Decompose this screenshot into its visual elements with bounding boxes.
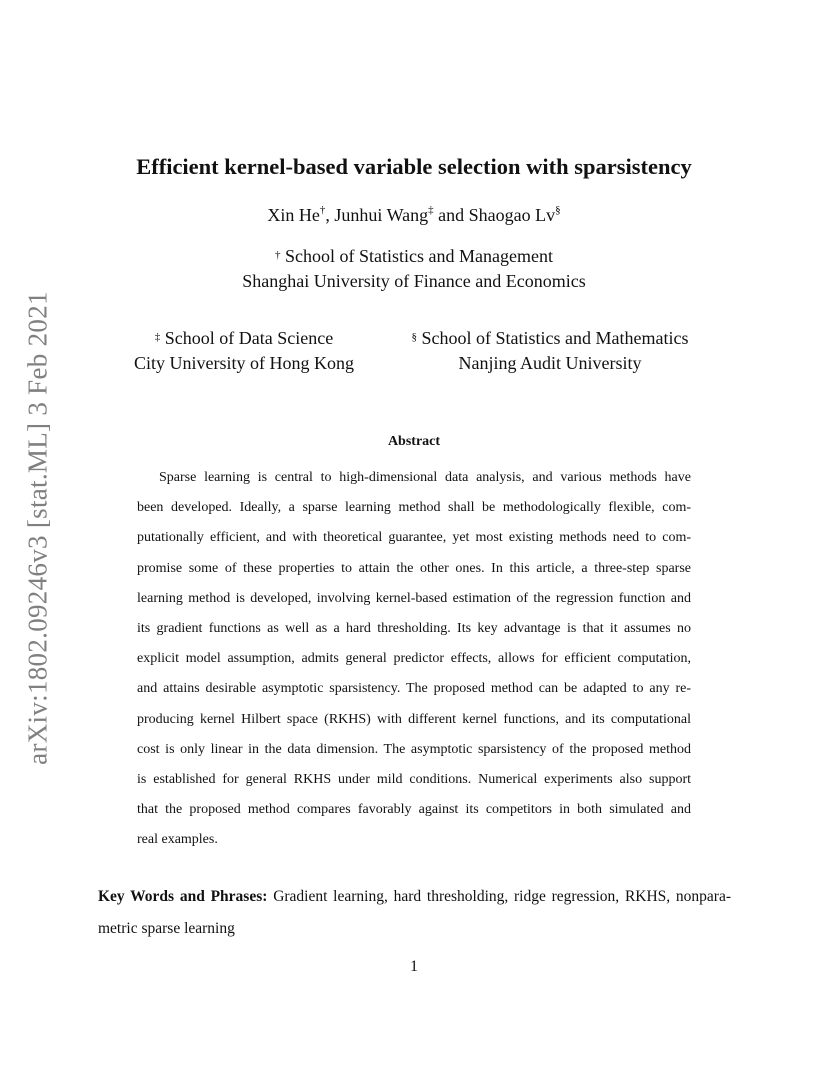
paper-title: Efficient kernel-based variable selection with sparsistency bbox=[136, 154, 692, 179]
author-affiliation-mark: † bbox=[319, 204, 326, 216]
keywords-label: Key Words and Phrases: bbox=[98, 888, 268, 905]
keywords-text: Gradient learning, hard thresholding, ridge regression, RKHS, nonpara- bbox=[273, 888, 731, 905]
abstract-line: its gradient functions as well as a hard thresholding. Its key advantage is that it assumes no bbox=[137, 620, 691, 636]
abstract-text bbox=[137, 465, 691, 857]
abstract-line: is established for general RKHS under mild conditions. Numerical experiments also support bbox=[137, 771, 691, 787]
keywords-line bbox=[98, 884, 731, 916]
page-number: 1 bbox=[410, 958, 418, 975]
keywords-block bbox=[98, 884, 731, 948]
abstract-line: cost is only linear in the data dimension. The asymptotic sparsistency of the proposed method bbox=[137, 741, 691, 757]
affiliation-block bbox=[380, 326, 720, 376]
keywords-line: metric sparse learning bbox=[98, 920, 235, 937]
abstract-line: putationally efficient, and with theoretical guarantee, yet most existing methods need to com- bbox=[137, 530, 691, 546]
abstract-heading: Abstract bbox=[387, 434, 441, 449]
author-name: Junhui Wang bbox=[334, 205, 429, 225]
affiliation-department-text: School of Statistics and Mathematics bbox=[421, 328, 689, 348]
abstract-line: producing kernel Hilbert space (RKHS) with different kernel functions, and its computational bbox=[137, 711, 691, 727]
author-separator: and bbox=[433, 205, 469, 225]
abstract-line: promise some of these properties to attain the other ones. In this article, a three-step sparse bbox=[137, 560, 691, 576]
abstract-line: learning method is developed, involving kernel-based estimation of the regression function and bbox=[137, 590, 691, 606]
author-list bbox=[0, 205, 828, 226]
affiliation-institution: Shanghai University of Finance and Economics bbox=[242, 271, 586, 291]
author-separator: , bbox=[325, 205, 335, 225]
affiliation-block bbox=[0, 244, 828, 294]
abstract-line: been developed. Ideally, a sparse learning method shall be methodologically flexible, com- bbox=[137, 500, 691, 516]
author-name: Shaogao Lv bbox=[468, 205, 556, 225]
affiliation-department-text: School of Statistics and Management bbox=[285, 246, 553, 266]
affiliation-institution: Nanjing Audit University bbox=[458, 353, 642, 373]
abstract-line: that the proposed method compares favorably against its competitors in both simulated and bbox=[137, 802, 691, 818]
affiliation-department-text: School of Data Science bbox=[164, 328, 334, 348]
affiliation-department bbox=[0, 244, 828, 269]
affiliation-mark: † bbox=[275, 249, 281, 261]
author-affiliation-mark: § bbox=[555, 204, 561, 216]
author-name: Xin He bbox=[267, 205, 320, 225]
arxiv-identifier-stamp: arXiv:1802.09246v3 [stat.ML] 3 Feb 2021 bbox=[22, 291, 53, 765]
abstract-line: Sparse learning is central to high-dimensional data analysis, and various methods have bbox=[159, 470, 691, 485]
abstract-line: explicit model assumption, admits general predictor effects, allows for efficient computation, bbox=[137, 651, 691, 667]
affiliation-institution: City University of Hong Kong bbox=[134, 353, 354, 373]
affiliation-department bbox=[380, 326, 720, 351]
author-affiliation-mark: ‡ bbox=[428, 204, 434, 216]
affiliation-department bbox=[104, 326, 384, 351]
abstract-line: and attains desirable asymptotic sparsistency. The proposed method can be adapted to any re- bbox=[137, 681, 691, 697]
affiliation-block bbox=[104, 326, 384, 376]
affiliation-mark: ‡ bbox=[154, 331, 161, 343]
affiliation-mark: § bbox=[411, 331, 418, 343]
abstract-line: real examples. bbox=[137, 832, 218, 848]
